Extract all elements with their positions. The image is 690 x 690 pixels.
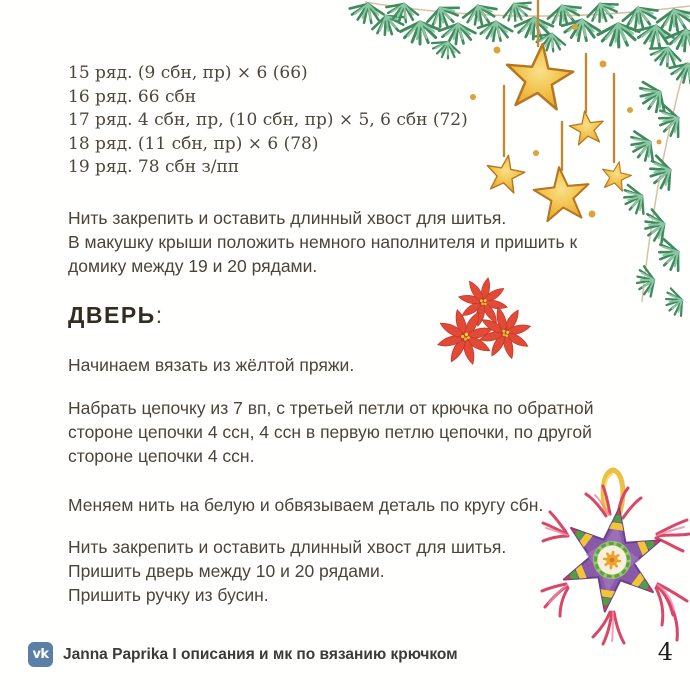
pinata-loop — [603, 470, 623, 512]
pattern-row-line: 18 ряд. (11 сбн, пр) × 6 (78) — [68, 133, 319, 154]
heading-text: ДВЕРЬ — [68, 302, 156, 328]
poinsettia-flower — [469, 297, 541, 369]
door-finish-paragraph — [68, 535, 506, 607]
text-line: В макушку крыши положить немного наполнителя и пришить к — [68, 232, 578, 252]
star-pinata-decoration — [540, 452, 690, 652]
pattern-row-line: 16 ряд. 66 сбн — [68, 86, 197, 107]
text-line: Пришить ручку из бусин. — [68, 585, 269, 605]
heading-colon: : — [155, 302, 163, 328]
door-section-heading — [68, 302, 162, 329]
text-line: домику между 19 и 20 рядами. — [68, 256, 318, 276]
white-yarn-line: Меняем нить на белую и обвязываем деталь по кругу сбн. — [68, 495, 544, 515]
yellow-yarn-line: Начинаем вязать из жёлтой пряжи. — [68, 355, 355, 375]
text-line: стороне цепочки 4 ссн. — [68, 446, 255, 466]
pinata-star-body — [559, 502, 665, 618]
page-number: 4 — [657, 638, 673, 666]
footer — [28, 642, 458, 667]
roof-finish-paragraph — [68, 206, 577, 278]
text-line: Нить закрепить и оставить длинный хвост для шитья. — [68, 537, 507, 557]
community-name-label[interactable]: Janna Paprika I описания и мк по вязанию крючком — [63, 645, 458, 663]
text-line: Нить закрепить и оставить длинный хвост для шитья. — [68, 208, 507, 228]
poinsettia-flower — [454, 273, 513, 332]
pattern-rows-list — [68, 62, 468, 180]
vk-icon[interactable]: vk — [28, 642, 53, 667]
star-strings — [504, 0, 614, 170]
chain-instructions-paragraph — [68, 396, 594, 468]
pattern-row-line: 15 ряд. (9 сбн, пр) × 6 (66) — [68, 63, 308, 83]
pattern-row-line: 17 ряд. 4 сбн, пр, (10 сбн, пр) × 5, 6 сбн (72) — [68, 110, 468, 130]
gold-dots — [470, 24, 662, 218]
pattern-row-line: 19 ряд. 78 сбн з/пп — [68, 157, 240, 177]
pinata-tassels — [542, 486, 689, 644]
hanging-stars — [483, 41, 633, 223]
text-line: Пришить дверь между 10 и 20 рядами. — [68, 561, 385, 581]
poinsettia-flower — [430, 302, 500, 372]
text-line: Набрать цепочку из 7 вп, с третьей петли от крючка по обратной — [68, 398, 594, 418]
text-line: стороне цепочки 4 ссн, 4 ссн в первую петлю цепочки, по другой — [68, 422, 592, 442]
poinsettia-flowers-decoration — [428, 268, 558, 383]
